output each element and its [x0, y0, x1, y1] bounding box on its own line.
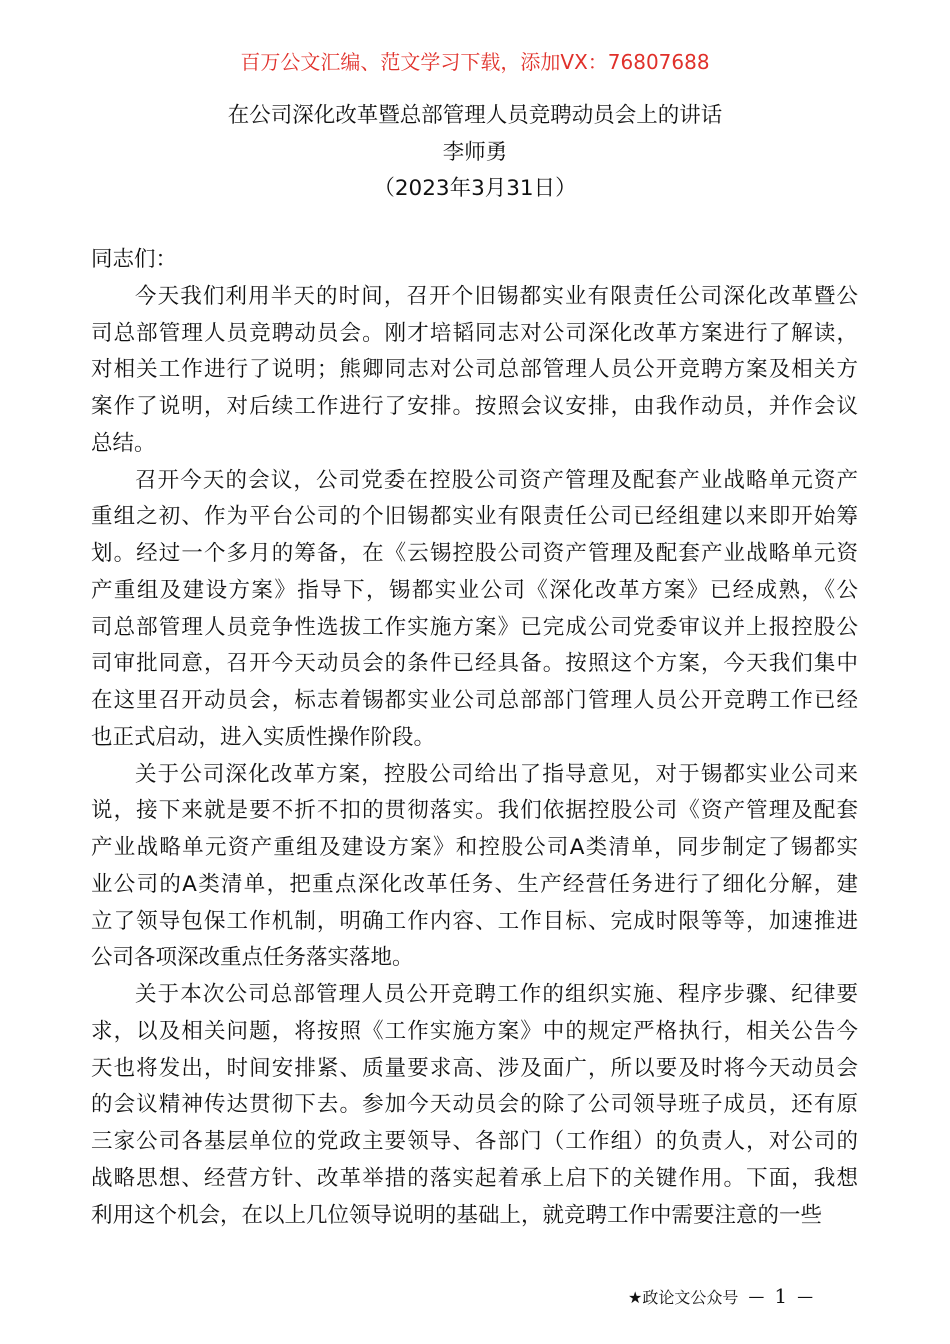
paragraph-line: 天也将发出，时间安排紧、质量要求高、涉及面广，所以要及时将今天动员会: [91, 1055, 858, 1081]
paragraph-line: 关于本次公司总部管理人员公开竞聘工作的组织实施、程序步骤、纪律要: [135, 982, 858, 1007]
document-author: 李师勇: [442, 140, 508, 165]
paragraph: [91, 279, 858, 463]
paragraph-line: 利用这个机会，在以上几位领导说明的基础上，就竞聘工作中需要注意的一些: [91, 1202, 823, 1228]
document-title: 在公司深化改革暨总部管理人员竞聘动员会上的讲话: [227, 103, 723, 128]
paragraph-line: 产重组及建设方案》指导下，锡都实业公司《深化改革方案》已经成熟，《公: [91, 577, 858, 603]
paragraph-line: 战略思想、经营方针、改革举措的落实起着承上启下的关键作用。下面，我想: [91, 1165, 858, 1191]
page-footer: [628, 1284, 813, 1308]
salutation: 同志们：: [91, 247, 178, 272]
paragraph-line: 公司各项深改重点任务落实落地。: [91, 945, 414, 971]
paragraph-line: 的会议精神传达贯彻下去。参加今天动员会的除了公司领导班子成员，还有原: [91, 1092, 858, 1118]
paragraph-line: 在这里召开动员会，标志着锡都实业公司总部部门管理人员公开竞聘工作已经: [91, 688, 858, 713]
paragraph-line: 总结。: [91, 430, 156, 456]
document-date: （2023年3月31日）: [373, 176, 577, 201]
footer-source: ★政论文公众号: [628, 1287, 739, 1307]
paragraph-line: 关于公司深化改革方案，控股公司给出了指导意见，对于锡都实业公司来: [135, 761, 858, 787]
paragraph-line: 案作了说明，对后续工作进行了安排。按照会议安排，由我作动员，并作会议: [91, 394, 858, 419]
paragraph-line: 三家公司各基层单位的党政主要领导、各部门（工作组）的负责人，对公司的: [91, 1129, 858, 1154]
paragraph-line: 重组之初、作为平台公司的个旧锡都实业有限责任公司已经组建以来即开始筹: [91, 504, 858, 530]
paragraph-line: 说，接下来就是要不折不扣的贯彻落实。我们依据控股公司《资产管理及配套: [91, 798, 858, 824]
paragraph-line: 也正式启动，进入实质性操作阶段。: [91, 724, 436, 750]
paragraph: [91, 463, 858, 757]
paragraph: [91, 757, 858, 978]
paragraph-line: 业公司的A类清单，把重点深化改革任务、生产经营任务进行了细化分解，建: [91, 871, 858, 897]
header-banner: 百万公文汇编、范文学习下载，添加VX：76807688: [240, 50, 710, 74]
paragraph-line: 对相关工作进行了说明；熊卿同志对公司总部管理人员公开竞聘方案及相关方: [91, 357, 858, 383]
paragraph-line: 求，以及相关问题，将按照《工作实施方案》中的规定严格执行，相关公告今: [91, 1018, 858, 1044]
page-dash-left: —: [748, 1286, 765, 1306]
paragraph-line: 划。经过一个多月的筹备，在《云锡控股公司资产管理及配套产业战略单元资: [91, 541, 858, 566]
page-number: 1: [774, 1284, 788, 1308]
paragraph-line: 司总部管理人员竞聘动员会。刚才培韬同志对公司深化改革方案进行了解读，: [91, 320, 858, 346]
document-body: [91, 242, 858, 1234]
paragraph-line: 召开今天的会议，公司党委在控股公司资产管理及配套产业战略单元资产: [135, 467, 858, 493]
paragraph-line: 产业战略单元资产重组及建设方案》和控股公司A类清单，同步制定了锡都实: [91, 835, 858, 860]
paragraph-line: 司总部管理人员竞争性选拔工作实施方案》已完成公司党委审议并上报控股公: [91, 614, 858, 640]
paragraph: [91, 977, 858, 1234]
paragraph-line: 立了领导包保工作机制，明确工作内容、工作目标、完成时限等等，加速推进: [91, 908, 858, 934]
paragraph-line: 司审批同意，召开今天动员会的条件已经具备。按照这个方案，今天我们集中: [91, 651, 858, 677]
paragraph-line: 今天我们利用半天的时间，召开个旧锡都实业有限责任公司深化改革暨公: [135, 283, 858, 309]
page-dash-right: —: [797, 1286, 814, 1306]
